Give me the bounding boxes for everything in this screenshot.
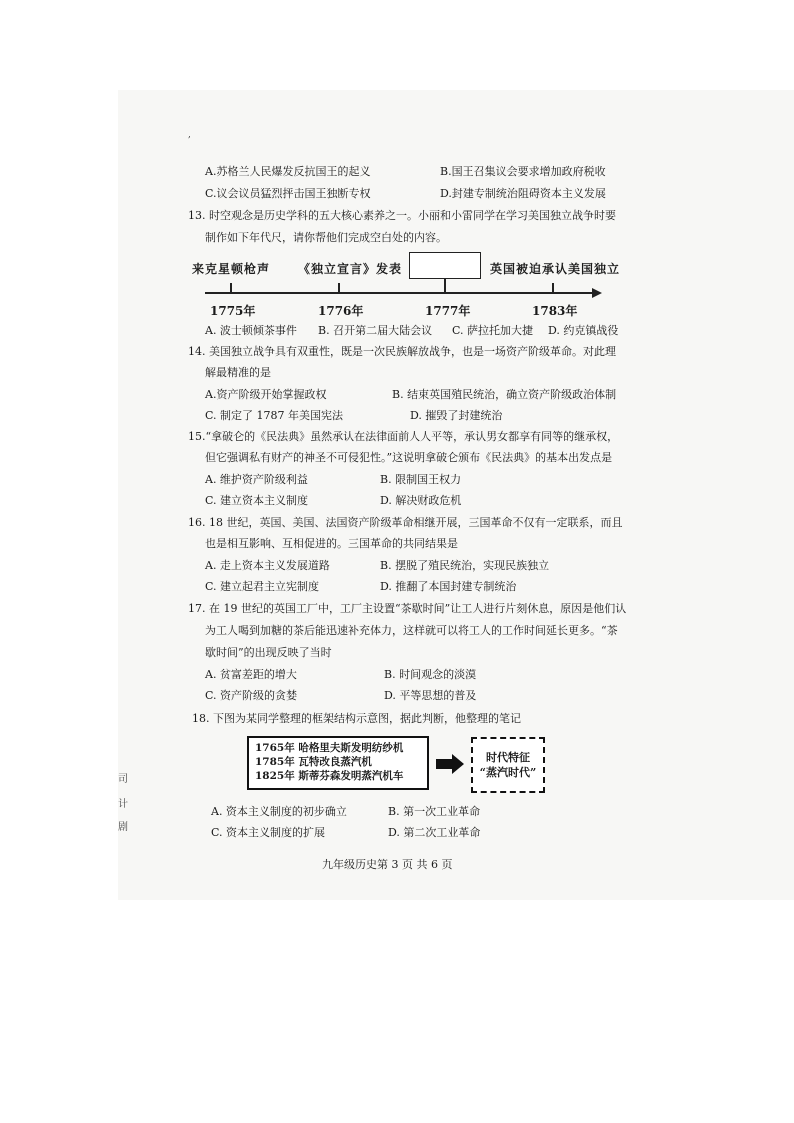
inventions-line: 1765年 哈格里夫斯发明纺纱机: [255, 742, 404, 754]
q13-option-d: D. 约克镇战役: [548, 324, 619, 337]
margin-mark: 剧: [118, 822, 128, 833]
q18-stem-line1: 18. 下图为某同学整理的框架结构示意图，据此判断，他整理的笔记: [192, 712, 521, 725]
q12-option-b: B.国王召集议会要求增加政府税收: [440, 165, 606, 178]
q14-stem-line1: 14. 美国独立战争具有双重性，既是一次民族解放战争，也是一场资产阶级革命。对此理: [188, 345, 616, 358]
q14-option-a: A.资产阶级开始掌握政权: [205, 388, 327, 401]
timeline-arrow-icon: [592, 288, 602, 298]
era-feature-box: [471, 737, 545, 793]
q13-option-c: C. 萨拉托加大捷: [452, 324, 534, 337]
q15-option-b: B. 限制国王权力: [380, 473, 462, 486]
q17-option-b: B. 时间观念的淡漠: [384, 668, 477, 681]
q14-option-b: B. 结束英国殖民统治，确立资产阶级政治体制: [392, 388, 617, 401]
page-footer: 九年级历史第 3 页 共 6 页: [322, 858, 453, 871]
right-arrow-icon: [436, 754, 464, 774]
q15-option-a: A. 维护资产阶级利益: [205, 473, 308, 486]
q13-stem-line1: 13. 时空观念是历史学科的五大核心素养之一。小丽和小雷同学在学习美国独立战争时要: [188, 209, 616, 222]
q17-stem-line2: 为工人喝到加糖的茶后能迅速补充体力，这样就可以将工人的工作时间延长更多。“茶: [205, 624, 618, 637]
q17-option-c: C. 资产阶级的贪婪: [205, 689, 298, 702]
q15-option-d: D. 解决财政危机: [380, 494, 462, 507]
q15-option-c: C. 建立资本主义制度: [205, 494, 309, 507]
q13-option-a: A. 波士顿倾茶事件: [205, 324, 297, 337]
timeline-blank-box: [409, 252, 481, 279]
q17-stem-line3: 歇时间”的出现反映了当时: [205, 646, 332, 659]
q13-stem-line2: 制作如下年代尺，请你帮他们完成空白处的内容。: [205, 231, 447, 244]
q14-stem-line2: 解最精准的是: [205, 366, 271, 379]
q17-stem-line1: 17. 在 19 世纪的英国工厂中，工厂主设置“茶歇时间”让工人进行片刻休息，原因是他们认: [188, 602, 627, 615]
timeline-tick: [444, 278, 446, 292]
margin-mark: ,: [188, 130, 191, 140]
q16-option-d: D. 推翻了本国封建专制统治: [380, 580, 517, 593]
inventions-line: 1785年 瓦特改良蒸汽机: [255, 756, 372, 768]
q12-option-d: D.封建专制统治阻碍资本主义发展: [440, 187, 606, 200]
timeline-event-1775: 来克星顿枪声: [192, 262, 271, 276]
timeline-event-1776: 《独立宣言》发表: [298, 262, 403, 276]
timeline-event-1783: 英国被迫承认美国独立: [490, 262, 621, 276]
timeline-tick: [338, 283, 340, 292]
q16-stem-line1: 16. 18 世纪，英国、美国、法国资产阶级革命相继开展，三国革命不仅有一定联系，而且: [188, 516, 623, 529]
q16-stem-line2: 也是相互影响、互相促进的。三国革命的共同结果是: [205, 537, 458, 550]
q14-option-c: C. 制定了 1787 年美国宪法: [205, 409, 344, 422]
q16-option-c: C. 建立起君主立宪制度: [205, 580, 320, 593]
margin-mark: 计: [118, 799, 128, 810]
q12-option-c: C.议会议员猛烈抨击国王独断专权: [205, 187, 371, 200]
timeline-year: 1783年: [532, 304, 578, 318]
inventions-box: [247, 736, 429, 790]
q17-option-d: D. 平等思想的普及: [384, 689, 477, 702]
q18-option-c: C. 资本主义制度的扩展: [211, 826, 326, 839]
margin-mark: 司: [118, 774, 128, 785]
q16-option-a: A. 走上资本主义发展道路: [205, 559, 330, 572]
q13-option-b: B. 召开第二届大陆会议: [318, 324, 433, 337]
inventions-line: 1825年 斯蒂芬森发明蒸汽机车: [255, 770, 404, 782]
q17-option-a: A. 贫富差距的增大: [205, 668, 297, 681]
timeline-year: 1775年: [210, 304, 256, 318]
q12-option-a: A.苏格兰人民爆发反抗国王的起义: [205, 165, 371, 178]
era-feature-label: 时代特征: [486, 751, 530, 764]
timeline-axis: [205, 292, 593, 294]
q16-option-b: B. 摆脱了殖民统治，实现民族独立: [380, 559, 550, 572]
q15-stem-line1: 15.“拿破仑的《民法典》虽然承认在法律面前人人平等，承认男女都享有同等的继承权，: [188, 430, 619, 443]
timeline-year: 1776年: [318, 304, 364, 318]
era-feature-value: “蒸汽时代”: [479, 766, 537, 779]
q15-stem-line2: 但它强调私有财产的神圣不可侵犯性。”这说明拿破仑颁布《民法典》的基本出发点是: [205, 451, 613, 464]
q18-option-b: B. 第一次工业革命: [388, 805, 481, 818]
q14-option-d: D. 摧毁了封建统治: [410, 409, 503, 422]
timeline-tick: [552, 283, 554, 292]
timeline-year: 1777年: [425, 304, 471, 318]
q18-option-a: A. 资本主义制度的初步确立: [211, 805, 347, 818]
timeline-tick: [230, 283, 232, 292]
q18-option-d: D. 第二次工业革命: [388, 826, 481, 839]
